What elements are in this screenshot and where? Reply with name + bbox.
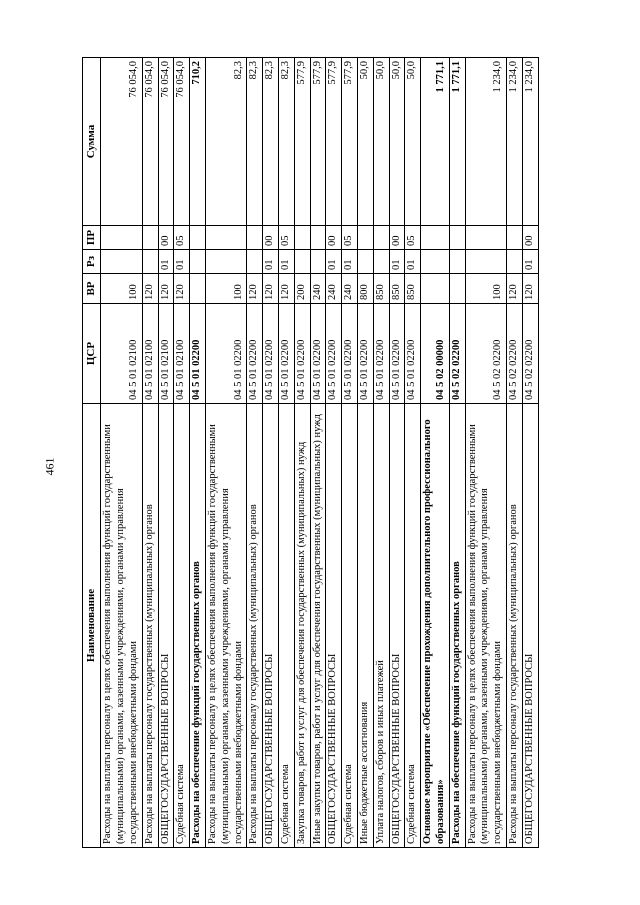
cell-sum: 577,9 (326, 58, 342, 226)
cell-rz (421, 250, 450, 274)
cell-csr: 04 5 01 02200 (357, 304, 373, 404)
header-pr: ПР (83, 226, 101, 250)
cell-sum: 1 234,0 (522, 58, 538, 226)
cell-csr: 04 5 02 02200 (449, 304, 465, 404)
cell-sum: 577,9 (294, 58, 310, 226)
rotated-table-container (82, 58, 556, 848)
cell-rz (142, 250, 158, 274)
cell-name: Расходы на выплаты персоналу государственных (муниципальных) органов (506, 404, 522, 848)
cell-sum: 76 054,0 (158, 58, 174, 226)
table-body (101, 58, 538, 848)
cell-vr: 850 (405, 274, 421, 304)
cell-csr: 04 5 01 02200 (278, 304, 294, 404)
cell-csr: 04 5 01 02100 (174, 304, 190, 404)
cell-rz (506, 250, 522, 274)
cell-sum: 577,9 (342, 58, 358, 226)
cell-vr: 120 (263, 274, 279, 304)
cell-name: Расходы на выплаты персоналу в целях обеспечения выполнения функций государственными (муниципальными) органами, казенными учреждениями, органами управления государственными внебюджетными фондами (205, 404, 246, 848)
cell-pr (142, 226, 158, 250)
header-sum: Сумма (83, 58, 101, 226)
table-row (263, 58, 279, 848)
cell-rz (294, 250, 310, 274)
cell-pr (373, 226, 389, 250)
cell-sum: 50,0 (373, 58, 389, 226)
cell-pr (294, 226, 310, 250)
table-row (357, 58, 373, 848)
cell-name: ОБЩЕГОСУДАРСТВЕННЫЕ ВОПРОСЫ (389, 404, 405, 848)
cell-csr: 04 5 01 02200 (326, 304, 342, 404)
table-row (326, 58, 342, 848)
table-row (205, 58, 246, 848)
cell-rz: 01 (342, 250, 358, 274)
cell-csr: 04 5 01 02100 (101, 304, 142, 404)
cell-name: Расходы на выплаты персоналу в целях обеспечения выполнения функций государственными (муниципальными) органами, казенными учреждениями, органами управления государственными внебюджетными фондами (101, 404, 142, 848)
cell-csr: 04 5 02 00000 (421, 304, 450, 404)
cell-pr (101, 226, 142, 250)
table-row (449, 58, 465, 848)
table-row (373, 58, 389, 848)
cell-name: ОБЩЕГОСУДАРСТВЕННЫЕ ВОПРОСЫ (522, 404, 538, 848)
cell-sum: 82,3 (247, 58, 263, 226)
cell-name: Судебная система (174, 404, 190, 848)
cell-vr: 850 (389, 274, 405, 304)
cell-pr: 05 (405, 226, 421, 250)
cell-vr: 120 (278, 274, 294, 304)
cell-pr (357, 226, 373, 250)
cell-vr: 100 (465, 274, 506, 304)
cell-name: ОБЩЕГОСУДАРСТВЕННЫЕ ВОПРОСЫ (263, 404, 279, 848)
header-csr: ЦСР (83, 304, 101, 404)
table-row (310, 58, 326, 848)
cell-csr: 04 5 02 02200 (522, 304, 538, 404)
cell-sum: 577,9 (310, 58, 326, 226)
cell-csr: 04 5 01 02200 (342, 304, 358, 404)
table-row (506, 58, 522, 848)
cell-sum: 82,3 (205, 58, 246, 226)
cell-rz: 01 (405, 250, 421, 274)
cell-pr (421, 226, 450, 250)
cell-pr: 05 (174, 226, 190, 250)
cell-name: Основное мероприятие «Обеспечение прохождения дополнительного профессионального образования» (421, 404, 450, 848)
table-row (294, 58, 310, 848)
cell-vr: 120 (247, 274, 263, 304)
cell-csr: 04 5 01 02100 (142, 304, 158, 404)
cell-name: Расходы на обеспечение функций государственных органов (190, 404, 206, 848)
cell-rz (310, 250, 326, 274)
cell-pr: 00 (263, 226, 279, 250)
table-row (190, 58, 206, 848)
cell-sum: 76 054,0 (142, 58, 158, 226)
cell-vr: 800 (357, 274, 373, 304)
cell-vr: 120 (522, 274, 538, 304)
cell-pr: 00 (158, 226, 174, 250)
cell-name: ОБЩЕГОСУДАРСТВЕННЫЕ ВОПРОСЫ (326, 404, 342, 848)
cell-rz (449, 250, 465, 274)
cell-pr: 00 (522, 226, 538, 250)
cell-name: Судебная система (342, 404, 358, 848)
cell-csr: 04 5 01 02100 (158, 304, 174, 404)
cell-sum: 82,3 (263, 58, 279, 226)
table-row (101, 58, 142, 848)
cell-vr: 100 (101, 274, 142, 304)
header-vr: ВР (83, 274, 101, 304)
cell-rz: 01 (174, 250, 190, 274)
cell-csr: 04 5 01 02200 (294, 304, 310, 404)
table-row (522, 58, 538, 848)
cell-sum: 1 234,0 (465, 58, 506, 226)
cell-sum: 50,0 (389, 58, 405, 226)
cell-vr: 120 (174, 274, 190, 304)
table-row (405, 58, 421, 848)
cell-csr: 04 5 02 02200 (465, 304, 506, 404)
table-row (421, 58, 450, 848)
cell-csr: 04 5 01 02200 (389, 304, 405, 404)
cell-name: Расходы на обеспечение функций государственных органов (449, 404, 465, 848)
cell-rz (373, 250, 389, 274)
cell-pr (449, 226, 465, 250)
cell-name: Судебная система (405, 404, 421, 848)
cell-rz: 01 (522, 250, 538, 274)
cell-sum: 1 771,1 (421, 58, 450, 226)
cell-pr (190, 226, 206, 250)
cell-sum: 1 234,0 (506, 58, 522, 226)
table-row (389, 58, 405, 848)
cell-vr: 120 (506, 274, 522, 304)
cell-pr: 05 (278, 226, 294, 250)
cell-csr: 04 5 01 02200 (405, 304, 421, 404)
budget-table (82, 57, 539, 848)
cell-pr: 00 (389, 226, 405, 250)
cell-vr: 120 (158, 274, 174, 304)
cell-sum: 1 771,1 (449, 58, 465, 226)
cell-name: Расходы на выплаты персоналу государственных (муниципальных) органов (142, 404, 158, 848)
table-row (174, 58, 190, 848)
cell-rz: 01 (389, 250, 405, 274)
header-name: Наименование (83, 404, 101, 848)
cell-csr: 04 5 01 02200 (190, 304, 206, 404)
cell-name: ОБЩЕГОСУДАРСТВЕННЫЕ ВОПРОСЫ (158, 404, 174, 848)
table-row (158, 58, 174, 848)
cell-name: Иные бюджетные ассигнования (357, 404, 373, 848)
cell-vr: 850 (373, 274, 389, 304)
cell-csr: 04 5 01 02200 (263, 304, 279, 404)
cell-sum: 710,2 (190, 58, 206, 226)
header-rz: Рз (83, 250, 101, 274)
cell-vr: 240 (342, 274, 358, 304)
cell-vr: 240 (310, 274, 326, 304)
cell-vr (449, 274, 465, 304)
cell-csr: 04 5 01 02200 (205, 304, 246, 404)
cell-csr: 04 5 02 02200 (506, 304, 522, 404)
rotated-page-content (82, 58, 556, 848)
cell-pr (465, 226, 506, 250)
table-row (247, 58, 263, 848)
cell-rz (465, 250, 506, 274)
cell-name: Уплата налогов, сборов и иных платежей (373, 404, 389, 848)
table-row (142, 58, 158, 848)
cell-name: Расходы на выплаты персоналу в целях обеспечения выполнения функций государственными (муниципальными) органами, казенными учреждениями, органами управления государственными внебюджетными фондами (465, 404, 506, 848)
cell-vr (190, 274, 206, 304)
cell-csr: 04 5 01 02200 (310, 304, 326, 404)
table-row (278, 58, 294, 848)
table-row (465, 58, 506, 848)
cell-name: Закупка товаров, работ и услуг для обеспечения государственных (муниципальных) нужд (294, 404, 310, 848)
cell-pr: 00 (326, 226, 342, 250)
cell-pr (205, 226, 246, 250)
cell-rz (101, 250, 142, 274)
cell-rz (190, 250, 206, 274)
cell-vr: 100 (205, 274, 246, 304)
table-row (342, 58, 358, 848)
cell-pr (506, 226, 522, 250)
cell-csr: 04 5 01 02200 (247, 304, 263, 404)
cell-name: Судебная система (278, 404, 294, 848)
cell-rz: 01 (263, 250, 279, 274)
cell-sum: 82,3 (278, 58, 294, 226)
cell-sum: 76 054,0 (174, 58, 190, 226)
cell-pr (310, 226, 326, 250)
cell-rz (357, 250, 373, 274)
cell-csr: 04 5 01 02200 (373, 304, 389, 404)
page-number-text: 461 (42, 457, 57, 475)
cell-vr: 200 (294, 274, 310, 304)
cell-vr (421, 274, 450, 304)
cell-rz: 01 (158, 250, 174, 274)
cell-sum: 50,0 (357, 58, 373, 226)
cell-name: Иные закупки товаров, работ и услуг для обеспечения государственных (муниципальных) нужд (310, 404, 326, 848)
cell-rz (205, 250, 246, 274)
cell-sum: 76 054,0 (101, 58, 142, 226)
cell-rz: 01 (326, 250, 342, 274)
cell-sum: 50,0 (405, 58, 421, 226)
cell-vr: 120 (142, 274, 158, 304)
cell-pr: 05 (342, 226, 358, 250)
page-number (40, 456, 60, 476)
cell-rz (247, 250, 263, 274)
cell-rz: 01 (278, 250, 294, 274)
cell-pr (247, 226, 263, 250)
table-header-row (83, 58, 101, 848)
cell-vr: 240 (326, 274, 342, 304)
cell-name: Расходы на выплаты персоналу государственных (муниципальных) органов (247, 404, 263, 848)
